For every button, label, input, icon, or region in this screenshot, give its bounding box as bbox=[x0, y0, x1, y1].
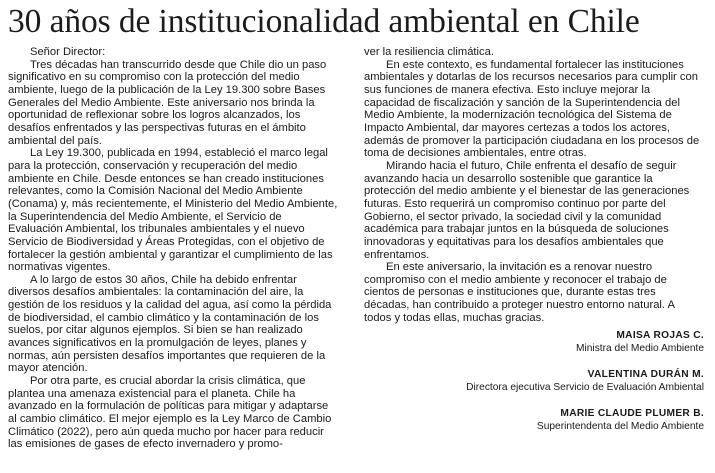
signer-name: MAISA ROJAS C. bbox=[616, 330, 704, 342]
paragraph-6: Mirando hacia el futuro, Chile enfrenta el desafío de seguir avanzando hacia un desarrollo sostenible que garantice la protección del medio ambiente y el bienestar de las generaciones futuras. Esto requerirá un compromiso continuo por parte del Gobierno, el sector privado, la sociedad civil y la comunidad académica para trabajar juntos en la búsqueda de soluciones innovadoras y equitativas para los desafíos ambientales que enfrentamos. bbox=[364, 159, 690, 261]
signer-role: Directora ejecutiva Servicio de Evaluación Ambiental bbox=[466, 382, 704, 394]
signature-3 bbox=[364, 407, 704, 433]
paragraph-1: Tres décadas han transcurrido desde que Chile dio un paso significativo en su compromiso con la protección del medio ambiente, luego de la publicación de la Ley 19.300 sobre Bases Generales del Medio Ambiente. Este aniversario nos brinda la oportunidad de reflexionar sobre los logros alcanzados, los desafíos enfrentados y las perspectivas futuras en el ámbito ambiental del país. bbox=[8, 58, 327, 147]
paragraph-4: Por otra parte, es crucial abordar la crisis climática, que plantea una amenaza existencial para el planeta. Chile ha avanzado en la formulación de políticas para mitigar y adaptarse al cambio climático. El mejor ejemplo es la Ley Marco de Cambio Climático (2022), pero aún queda mucho por hacer para reducir las emisiones de gases de efecto invernadero y promo- bbox=[8, 375, 332, 451]
paragraph-5: En este contexto, es fundamental fortalecer las instituciones ambientales y dotarlas de los recursos necesarios para cumplir con sus funciones de manera efectiva. Esto incluye mejorar la capacidad de fiscalización y sanción de la Superintendencia del Medio Ambiente, la modernización tecnológica del Sistema de Impacto Ambiental, dar mayores certezas a todos los actores, además de promover la participación ciudadana en los procesos de toma de decisiones ambientales, entre otras. bbox=[364, 58, 700, 160]
signer-name: MARIE CLAUDE PLUMER B. bbox=[560, 408, 704, 420]
paragraph-7: En este aniversario, la invitación es a renovar nuestro compromiso con el medio ambiente y reconocer el trabajo de cientos de personas e instituciones que, durante estas tres décadas, han contribuido a proteger nuestro entorno natural. A todos y todas ellas, muchas gracias. bbox=[364, 261, 675, 324]
salutation: Señor Director: bbox=[30, 46, 106, 58]
signature-1 bbox=[364, 329, 704, 355]
article-title: 30 años de institucionalidad ambiental en Chile bbox=[8, 3, 640, 40]
signer-name: VALENTINA DURÁN M. bbox=[587, 369, 704, 381]
right-column bbox=[364, 46, 704, 433]
signature-2 bbox=[364, 368, 704, 394]
paragraph-4-continuation: ver la resiliencia climática. bbox=[364, 46, 494, 58]
left-column bbox=[8, 46, 338, 451]
signer-role: Superintendenta del Medio Ambiente bbox=[536, 421, 704, 433]
signer-role: Ministra del Medio Ambiente bbox=[576, 343, 704, 355]
signatures bbox=[364, 329, 704, 433]
paragraph-2: La Ley 19.300, publicada en 1994, estableció el marco legal para la protección, conservación y recuperación del medio ambiente en Chile. Desde entonces se han creado instituciones relevantes, como la Comisión Nacional del Medio Ambiente (Conama) y, más recientemente, el Ministerio del Medio Ambiente, la Superintendencia del Medio Ambiente, el Servicio de Evaluación Ambiental, los tribunales ambientales y el nuevo Servicio de Biodiversidad y Áreas Protegidas, con el objetivo de fortalecer la gestión ambiental y garantizar el cumplimiento de las normativas vigentes. bbox=[8, 147, 338, 274]
paragraph-3: A lo largo de estos 30 años, Chile ha debido enfrentar diversos desafíos ambientales: la contaminación del aire, la gestión de los residuos y la calidad del agua, así como la pérdida de biodiversidad, el cambio climático y la contaminación de los suelos, por citar algunos ejemplos. Si bien se han realizado avances significativos en la promulgación de leyes, planes y normas, aún persisten desafíos importantes que requieren de la mayor atención. bbox=[8, 273, 332, 375]
